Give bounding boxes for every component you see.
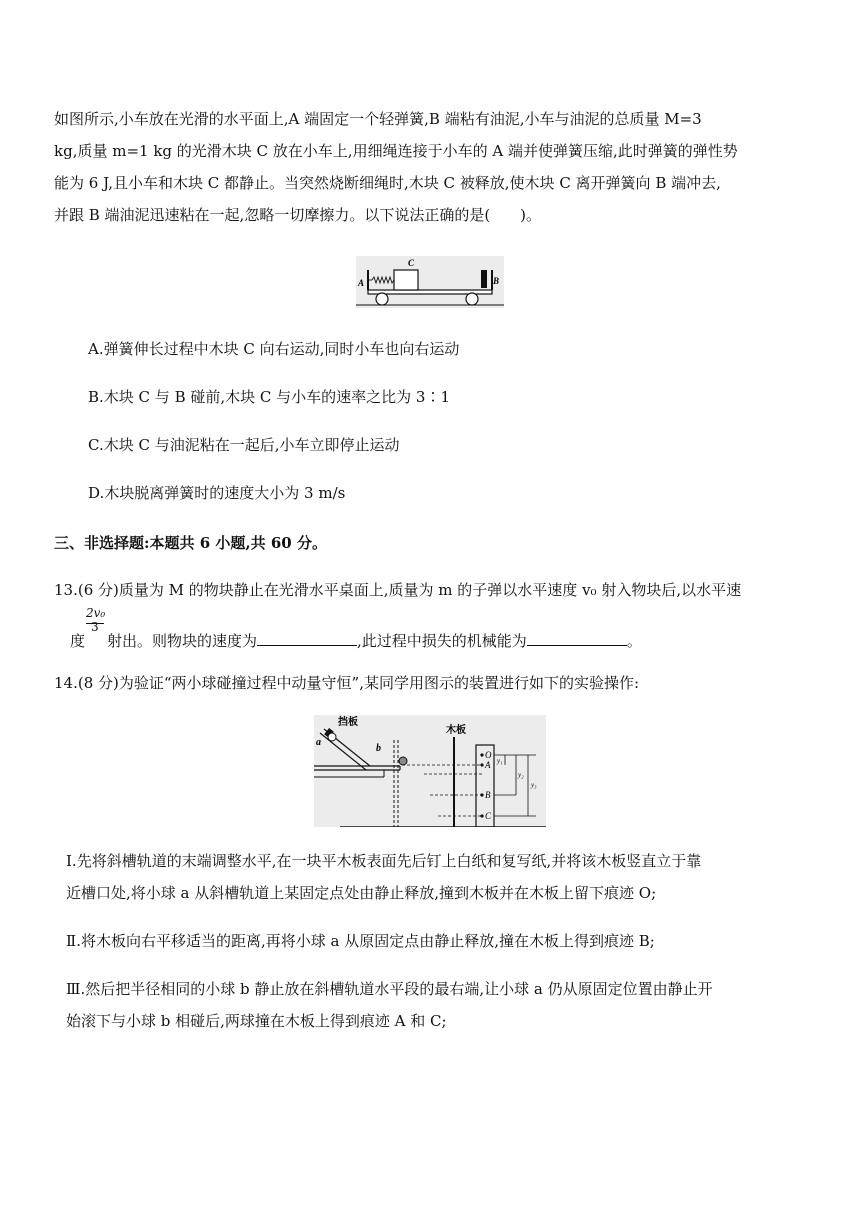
fraction-numerator: 2v₀ (86, 606, 106, 620)
q14-step1-line-2: 近槽口处,将小球 a 从斜槽轨道上某固定点处由静止释放,撞到木板并在木板上留下痕迹 O; (66, 884, 657, 902)
q13-text-end: 。 (626, 632, 642, 650)
cart-label-c: C (408, 258, 415, 268)
cart-label-a: A (358, 278, 365, 288)
label-board: 木板 (446, 725, 466, 736)
label-point-b: B (485, 790, 491, 800)
q12-line-4: 并跟 B 端油泥迅速粘在一起,忽略一切摩擦力。以下说法正确的是( )。 (54, 206, 542, 224)
cart-label-b: B (493, 276, 500, 286)
q12-option-d: D.木块脱离弹簧时的速度大小为 3 m/s (88, 484, 346, 502)
label-y1: y₁ (497, 757, 503, 765)
q14-step2: Ⅱ.将木板向右平移适当的距离,再将小球 a 从原固定点由静止释放,撞在木板上得到痕迹 B; (66, 932, 655, 950)
label-y2: y₂ (518, 771, 524, 779)
q12-line-1: 如图所示,小车放在光滑的水平面上,A 端固定一个轻弹簧,B 端粘有油泥,小车与油泥的总质量 M=3 (54, 110, 702, 128)
fraction-denominator: 3 (91, 620, 99, 634)
q12-line-3: 能为 6 J,且小车和木块 C 都静止。当突然烧断细绳时,木块 C 被释放,使木块 C 离开弹簧向 B 端冲去, (54, 174, 721, 192)
label-point-o: O (485, 750, 492, 760)
label-point-c: C (485, 811, 492, 821)
q13-line-2 (70, 625, 822, 657)
q12-option-c: C.木块 C 与油泥粘在一起后,小车立即停止运动 (88, 436, 400, 454)
cart-figure (356, 256, 504, 308)
q12-option-a: A.弹簧伸长过程中木块 C 向右运动,同时小车也向右运动 (88, 340, 460, 358)
q13-text-loss: ,此过程中损失的机械能为 (357, 632, 527, 650)
q12-line-2: kg,质量 m=1 kg 的光滑木块 C 放在小车上,用细绳连接于小车的 A 端并使弹簧压缩,此时弹簧的弹性势 (54, 142, 738, 160)
section-heading: 三、非选择题:本题共 6 小题,共 60 分。 (54, 534, 327, 552)
label-ball-b: b (376, 743, 381, 754)
q13-text-shechu: 射出。则物块的速度为 (107, 632, 258, 650)
q13-line-1: 13.(6 分)质量为 M 的物块静止在光滑水平桌面上,质量为 m 的子弹以水平速度 v₀ 射入物块后,以水平速 (54, 581, 742, 599)
label-y3: y₃ (531, 781, 537, 789)
q14-step3-line-1: Ⅲ.然后把半径相同的小球 b 静止放在斜槽轨道水平段的最右端,让小球 a 仍从原固定位置由静止开 (66, 980, 713, 998)
q14-step3-line-2: 始滚下与小球 b 相碰后,两球撞在木板上得到痕迹 A 和 C; (66, 1012, 447, 1030)
apparatus-figure (314, 715, 546, 827)
label-baffle: 挡板 (338, 717, 358, 728)
q14-step1-line-1: Ⅰ.先将斜槽轨道的末端调整水平,在一块平木板表面先后钉上白纸和复写纸,并将该木板竖直立于靠 (66, 852, 702, 870)
answer-blank-velocity[interactable] (257, 631, 357, 646)
label-point-a: A (485, 760, 491, 770)
q13-text-du: 度 (70, 632, 86, 650)
q14-line-1: 14.(8 分)为验证“两小球碰撞过程中动量守恒”,某同学用图示的装置进行如下的实验操作: (54, 674, 640, 692)
answer-blank-energy[interactable] (527, 631, 627, 646)
q12-option-b: B.木块 C 与 B 碰前,木块 C 与小车的速率之比为 3∶1 (88, 388, 451, 406)
label-ball-a: a (316, 737, 321, 748)
